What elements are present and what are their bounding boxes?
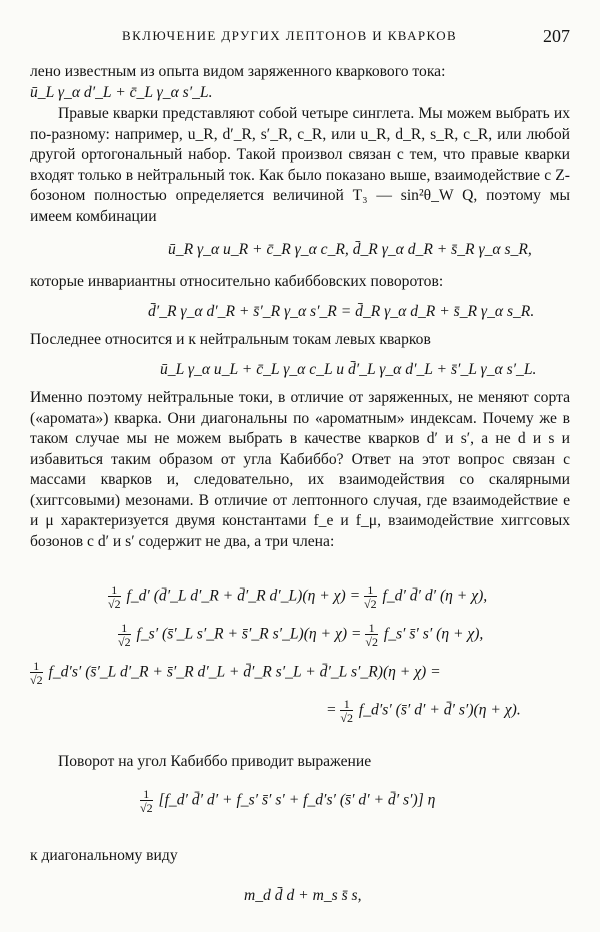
equation-mixing-yukawa-lhs: f_d′s′ (s̄′_L d′_R + s̄′_R d′_L + d̄′_R s′_L + d̄′_L s′_R)(η + χ) = <box>48 663 441 681</box>
running-head: ВКЛЮЧЕНИЕ ДРУГИХ ЛЕПТОНОВ И КВАРКОВ <box>122 28 458 43</box>
paragraph-3: которые инвариантны относительно кабиббовских поворотов: <box>30 273 444 290</box>
equation-d-yukawa <box>108 584 487 610</box>
equation-s-yukawa-lhs: f_s′ (s̄′_L s′_R + s̄′_R s′_L)(η + χ) = <box>136 625 362 643</box>
paragraph-7: к диагональному виду <box>30 847 178 864</box>
paragraph-4: Последнее относится и к нейтральным токам левых кварков <box>30 331 431 348</box>
fraction: $\frac{1}{√2}$ <box>140 787 153 815</box>
equation-diagonal-mass: m_d d̄ d + m_s s̄ s, <box>244 887 362 904</box>
fraction: $\frac{1}{√2}$ <box>340 697 354 725</box>
equation-s-yukawa-rhs: f_s′ s̄′ s′ (η + χ), <box>383 625 484 643</box>
equation-d-yukawa-lhs: f_d′ (d̄′_L d′_R + d̄′_R d′_L)(η + χ) = <box>126 587 361 605</box>
fraction: $\frac{1}{√2}$ <box>364 583 377 611</box>
charged-current-formula: ū_L γ_α d′_L + c̄_L γ_α s′_L. <box>30 83 213 101</box>
paragraph-5: Именно поэтому нейтральные токи, в отличие от заряженных, не меняют сорта («аромата») кварка. Они диагональны по «ароматным» индексам. Почему же в таком случае мы не можем выбрать в качестве кварков d′ и s′, а не d и s и избавиться таким образом от угла Кабиббо? Ответ на этот вопрос связан с массами кварков и, следовательно, их взаимодействия со скалярными (хиггсовыми) мезонами. В отличие от лептонного случая, где взаимодействие e и μ характеризуется двумя константами f_e и f_μ, взаимодействие хиггсовых бозонов с d′ и s′ содержит не два, а три члена: <box>30 389 570 550</box>
fraction: $\frac{1}{√2}$ <box>365 621 378 649</box>
equation-d-yukawa-rhs: f_d′ d̄′ d′ (η + χ), <box>382 587 488 605</box>
page-header <box>30 26 570 48</box>
equation-mass-matrix: $\frac{1}{√2}$ [f_d′ d̄′ d′ + f_s′ s̄′ s′ + f_d′s′ (s̄′ d′ + d̄′ s′)] η <box>140 787 436 815</box>
fraction: $\frac{1}{√2}$ <box>30 659 43 687</box>
fraction: $\frac{1}{√2}$ <box>108 583 121 611</box>
page-number: 207 <box>543 26 570 46</box>
paragraph-1 <box>30 62 570 103</box>
paragraph-1-line-1: лено известным из опыта видом заряженного кваркового тока: <box>30 63 446 80</box>
paragraph-2: Правые кварки представляют собой четыре синглета. Мы можем выбрать их по-разному: например, u_R, d′_R, s′_R, c_R, или u_R, d_R, s_R, c_R, или любой другой ортогональный набор. Такой произвол связан с тем, что правые кварки входят только в нейтральный ток. Как было показано выше, взаимодействие с Z-бозоном полностью определяется величиной T₃ — sin²θ_W Q, поэтому мы имеем комбинации <box>30 105 570 225</box>
equation-s-yukawa <box>118 622 483 648</box>
fraction: $\frac{1}{√2}$ <box>118 621 131 649</box>
equation-right-neutral-currents: ū_R γ_α u_R + c̄_R γ_α c_R, d̄_R γ_α d_R + s̄_R γ_α s_R, <box>168 241 532 258</box>
equation-cabibbo-invariance: d̄′_R γ_α d′_R + s̄′_R γ_α s′_R = d̄_R γ_α d_R + s̄_R γ_α s_R. <box>148 303 535 320</box>
equation-left-neutral-currents: ū_L γ_α u_L + c̄_L γ_α c_L и d̄′_L γ_α d′_L + s̄′_L γ_α s′_L. <box>160 361 537 378</box>
paragraph-6: Поворот на угол Кабиббо приводит выражение <box>58 753 372 770</box>
equation-mixing-yukawa <box>30 660 441 686</box>
equation-mixing-yukawa-rhs: = $\frac{1}{√2}$ f_d′s′ (s̄′ d′ + d̄′ s′)(η + χ). <box>326 697 521 725</box>
